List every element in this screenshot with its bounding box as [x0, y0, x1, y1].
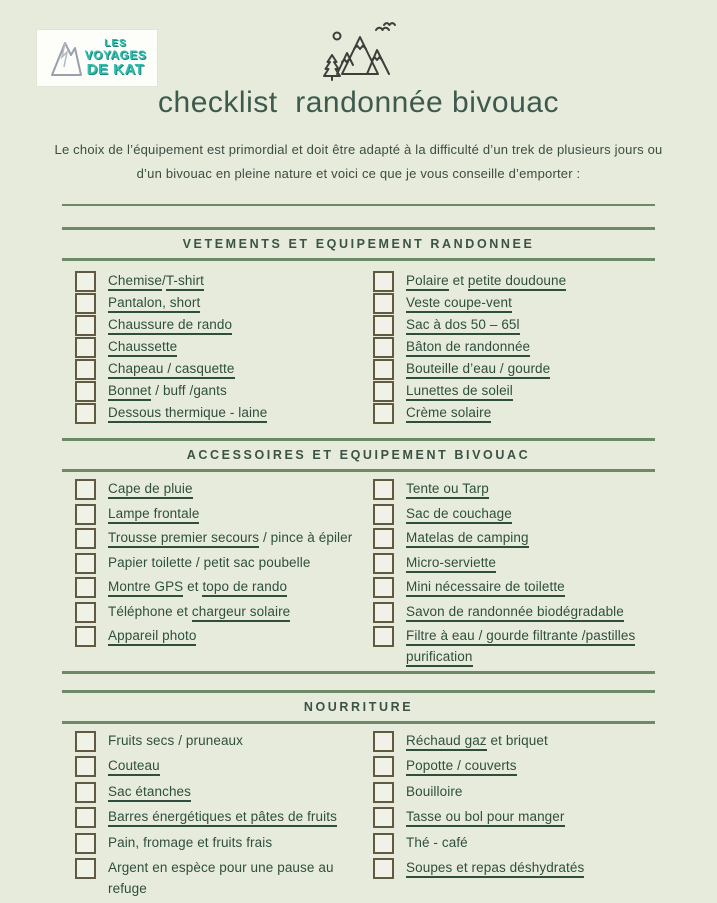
- item-link[interactable]: Tente ou Tarp: [406, 481, 489, 499]
- left-column: [75, 730, 373, 903]
- right-column: [373, 270, 655, 424]
- right-column: [373, 478, 655, 670]
- item-label: [406, 292, 512, 313]
- item-label: [108, 478, 193, 499]
- section-1: [62, 227, 655, 424]
- item-link[interactable]: Pantalon, short: [108, 295, 200, 313]
- checkbox[interactable]: [75, 359, 96, 380]
- checkbox[interactable]: [75, 782, 96, 803]
- intro-text: [40, 138, 677, 186]
- item-label: [108, 552, 310, 573]
- item-link[interactable]: Crème solaire: [406, 405, 491, 423]
- item-link[interactable]: Bâton de randonnée: [406, 339, 530, 357]
- checkbox[interactable]: [373, 553, 394, 574]
- item-label: [406, 527, 529, 548]
- item-label: [108, 503, 199, 524]
- intro-line-1: Le choix de l’équipement est primordial et doit être adapté à la difficulté d’un trek de plusieurs jours ou: [54, 142, 663, 157]
- checklist-row: [75, 576, 373, 598]
- item-label: [108, 857, 373, 899]
- checkbox[interactable]: [75, 833, 96, 854]
- checklist-row: [75, 730, 373, 752]
- item-text: et: [448, 273, 468, 288]
- logo-line-1: LES: [104, 37, 127, 49]
- checklist-row: [75, 552, 373, 574]
- site-logo: [36, 29, 158, 87]
- section-items: [62, 478, 655, 670]
- item-label: [406, 576, 565, 597]
- logo-line-3: DE KAT: [86, 60, 145, 78]
- checklist-row: [373, 806, 655, 828]
- item-label: [108, 527, 352, 548]
- checklist-row: [373, 314, 655, 336]
- checklist-row: [373, 336, 655, 358]
- checkbox[interactable]: [373, 626, 394, 647]
- item-text: et briquet: [486, 732, 548, 748]
- checkbox[interactable]: [373, 504, 394, 525]
- checklist-row: [75, 832, 373, 854]
- checklist-row: [373, 552, 655, 574]
- section-3: [62, 690, 655, 903]
- checklist-row: [373, 781, 655, 803]
- item-link[interactable]: Chapeau / casquette: [108, 361, 235, 379]
- item-label: [406, 806, 565, 827]
- checklist-row: [75, 755, 373, 777]
- checkbox[interactable]: [373, 858, 394, 879]
- item-label: [108, 576, 287, 597]
- checkbox[interactable]: [373, 479, 394, 500]
- checklist-row: [75, 601, 373, 623]
- item-link[interactable]: Dessous thermique - laine: [108, 405, 267, 423]
- checkbox[interactable]: [75, 528, 96, 549]
- checkbox[interactable]: [75, 381, 96, 402]
- item-link[interactable]: Chaussure de rando: [108, 317, 232, 335]
- item-label: [108, 402, 267, 423]
- item-label: [406, 380, 513, 401]
- item-label: [108, 270, 204, 291]
- item-label: [406, 857, 584, 878]
- item-link[interactable]: T-shirt: [166, 273, 204, 291]
- item-text: Papier toilette / petit sac poubelle: [108, 554, 311, 570]
- section-header: [62, 227, 655, 261]
- checklist-row: [373, 857, 655, 879]
- item-text: /: [161, 273, 166, 288]
- checkbox[interactable]: [75, 577, 96, 598]
- item-label: [406, 314, 520, 335]
- item-label: [108, 832, 272, 853]
- checkbox[interactable]: [75, 271, 96, 292]
- checkbox[interactable]: [75, 626, 96, 647]
- item-text: / buff /gants: [151, 383, 227, 398]
- item-label: [406, 832, 468, 853]
- checkbox[interactable]: [75, 403, 96, 424]
- item-link[interactable]: Lunettes de soleil: [406, 383, 513, 401]
- left-column: [75, 478, 373, 670]
- page-title: checklist randonnée bivouac: [158, 86, 559, 119]
- checklist-row: [75, 625, 373, 647]
- checklist-row: [75, 857, 373, 899]
- mountains-landscape-icon: [320, 20, 400, 89]
- checkbox[interactable]: [75, 858, 96, 879]
- item-text: Argent en espèce pour une pause au refuge: [108, 860, 334, 896]
- checkbox[interactable]: [373, 403, 394, 424]
- item-text: et: [183, 579, 203, 594]
- item-label: [108, 336, 177, 357]
- item-link[interactable]: Sac à dos 50 – 65l: [406, 317, 520, 335]
- checkbox[interactable]: [75, 602, 96, 623]
- right-column: [373, 730, 655, 903]
- item-label: [108, 358, 235, 379]
- checklist-row: [75, 270, 373, 292]
- checklist-row: [75, 402, 373, 424]
- section-title: ACCESSOIRES ET EQUIPEMENT BIVOUAC: [186, 448, 531, 462]
- checkbox[interactable]: [75, 504, 96, 525]
- item-link[interactable]: Soupes et repas déshydratés: [406, 860, 584, 878]
- logo-line-2: VOYAGES: [84, 48, 147, 63]
- logo-text: [85, 39, 147, 78]
- item-label: [108, 755, 160, 776]
- left-column: [75, 270, 373, 424]
- intro-divider-rule: [62, 204, 655, 206]
- checkbox[interactable]: [75, 479, 96, 500]
- item-link[interactable]: Savon de randonnée biodégradable: [406, 604, 624, 622]
- section-end-rule: [62, 671, 655, 674]
- checklist-row: [373, 270, 655, 292]
- item-link[interactable]: Trousse premier secours: [108, 530, 259, 548]
- checklist-row: [75, 781, 373, 803]
- item-label: [406, 336, 530, 357]
- checkbox[interactable]: [373, 577, 394, 598]
- section-items: [62, 730, 655, 903]
- item-text: Pain, fromage et fruits frais: [108, 834, 273, 850]
- checklist-row: [75, 336, 373, 358]
- item-link[interactable]: Réchaud gaz: [406, 733, 487, 751]
- item-text: Thé - café: [406, 834, 468, 850]
- checkbox[interactable]: [75, 807, 96, 828]
- item-label: [108, 601, 290, 622]
- checkbox[interactable]: [373, 756, 394, 777]
- checkbox[interactable]: [373, 381, 394, 402]
- item-label: [108, 806, 337, 827]
- item-label: [406, 402, 491, 423]
- checklist-row: [373, 832, 655, 854]
- item-link[interactable]: petite doudoune: [468, 273, 566, 291]
- item-label: [108, 314, 232, 335]
- item-link[interactable]: Barres énergétiques et pâtes de fruits: [108, 809, 337, 827]
- checkbox[interactable]: [75, 337, 96, 358]
- item-text: Téléphone et: [108, 603, 192, 619]
- item-link[interactable]: Sac étanches: [108, 784, 191, 802]
- checklist-row: [75, 478, 373, 500]
- checkbox[interactable]: [373, 315, 394, 336]
- item-link[interactable]: Micro-serviette: [406, 555, 496, 573]
- sections: [62, 227, 655, 903]
- item-link[interactable]: Montre GPS: [108, 579, 183, 597]
- section-header: [62, 438, 655, 472]
- item-label: [406, 552, 496, 573]
- mountain-sketch-icon: [48, 37, 84, 79]
- item-link[interactable]: Appareil photo: [108, 628, 196, 646]
- checklist-row: [373, 576, 655, 598]
- section-header: [62, 690, 655, 724]
- item-link[interactable]: Lampe frontale: [108, 506, 199, 524]
- item-label: [108, 730, 243, 751]
- checklist-row: [373, 601, 655, 623]
- checkbox[interactable]: [373, 731, 394, 752]
- item-link[interactable]: Couteau: [108, 758, 160, 776]
- section-title: NOURRITURE: [303, 699, 414, 714]
- item-label: [406, 601, 624, 622]
- checklist-row: [373, 358, 655, 380]
- checklist-row: [373, 755, 655, 777]
- item-label: [406, 730, 548, 751]
- checklist-row: [75, 806, 373, 828]
- checklist-row: [373, 402, 655, 424]
- checkbox[interactable]: [373, 807, 394, 828]
- item-link[interactable]: Matelas de camping: [406, 530, 529, 548]
- checkbox[interactable]: [373, 782, 394, 803]
- item-label: [108, 625, 196, 646]
- item-label: [406, 755, 517, 776]
- checkbox[interactable]: [75, 293, 96, 314]
- item-link[interactable]: Tasse ou bol pour manger: [406, 809, 565, 827]
- checklist-row: [75, 292, 373, 314]
- item-link[interactable]: Bouteille d’eau / gourde: [406, 361, 550, 379]
- item-label: [108, 781, 191, 802]
- item-link[interactable]: Chaussette: [108, 339, 177, 357]
- item-link[interactable]: Filtre à eau / gourde filtrante /pastilles purification: [406, 628, 635, 667]
- checkbox[interactable]: [75, 315, 96, 336]
- item-label: [108, 380, 227, 401]
- item-label: [406, 781, 463, 802]
- checkbox[interactable]: [373, 337, 394, 358]
- checkbox[interactable]: [373, 602, 394, 623]
- checkbox[interactable]: [373, 359, 394, 380]
- item-link[interactable]: Polaire: [406, 273, 449, 291]
- item-label: [406, 358, 550, 379]
- checkbox[interactable]: [373, 833, 394, 854]
- item-link[interactable]: Veste coupe-vent: [406, 295, 512, 313]
- checklist-row: [75, 503, 373, 525]
- checklist-row: [75, 380, 373, 402]
- checklist-row: [75, 314, 373, 336]
- item-link[interactable]: chargeur solaire: [192, 604, 290, 622]
- checklist-row: [373, 380, 655, 402]
- item-text: / pince à épiler: [259, 530, 353, 545]
- checkbox[interactable]: [75, 731, 96, 752]
- item-link[interactable]: Popotte / couverts: [406, 758, 517, 776]
- item-label: [108, 292, 200, 313]
- checklist-row: [373, 625, 655, 667]
- item-link[interactable]: Sac de couchage: [406, 506, 512, 524]
- checkbox[interactable]: [373, 271, 394, 292]
- checkbox[interactable]: [75, 553, 96, 574]
- section-items: [62, 270, 655, 424]
- item-text: Bouilloire: [406, 783, 463, 799]
- checkbox[interactable]: [75, 756, 96, 777]
- checklist-row: [75, 358, 373, 380]
- item-link[interactable]: Bonnet: [108, 383, 151, 401]
- checkbox[interactable]: [373, 528, 394, 549]
- checklist-row: [373, 478, 655, 500]
- item-label: [406, 478, 489, 499]
- item-link[interactable]: Mini nécessaire de toilette: [406, 579, 565, 597]
- section-2: [62, 438, 655, 674]
- checklist-row: [373, 730, 655, 752]
- intro-line-2: d’un bivouac en pleine nature et voici ce que je vous conseille d’emporter :: [136, 166, 581, 181]
- item-label: [406, 625, 655, 667]
- checklist-row: [373, 503, 655, 525]
- item-label: [406, 270, 566, 291]
- section-title: VETEMENTS ET EQUIPEMENT RANDONNEE: [182, 237, 535, 251]
- item-text: Fruits secs / pruneaux: [108, 732, 244, 748]
- checkbox[interactable]: [373, 293, 394, 314]
- item-label: [406, 503, 512, 524]
- checklist-row: [75, 527, 373, 549]
- item-link[interactable]: Cape de pluie: [108, 481, 193, 499]
- item-link[interactable]: Chemise: [108, 273, 162, 291]
- item-link[interactable]: topo de rando: [202, 579, 287, 597]
- checklist-row: [373, 292, 655, 314]
- checklist-row: [373, 527, 655, 549]
